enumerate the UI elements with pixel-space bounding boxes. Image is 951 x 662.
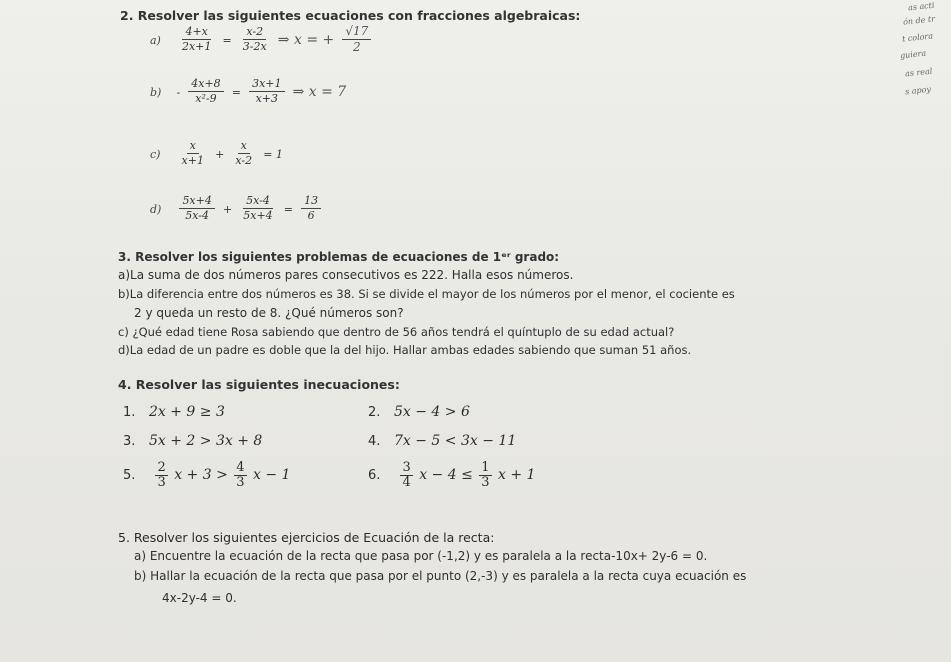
problem-3b-continued: 2 y queda un resto de 8. ¿Qué números son? — [134, 306, 404, 320]
problem-3b: b)La diferencia entre dos números es 38. Si se divide el mayor de los números por el menor, el cociente es — [118, 287, 735, 301]
handwritten-answer: ⇒ x = 7 — [292, 84, 347, 101]
exercise-5b: b) Hallar la ecuación de la recta que pasa por el punto (2,-3) y es paralela a la recta cuya ecuación es — [134, 569, 747, 583]
equation-2c: c) $\frac{x}{x+1}$ + $\frac{x}{x-2}$ = 1 — [150, 139, 283, 168]
equation-2d: d) $\frac{5x+4}{5x-4}$ + $\frac{5x-4}{5x+4}$ = $\frac{13}{6}$ — [150, 195, 324, 222]
fraction: $\frac{x-2}{3-2x}$ — [242, 25, 267, 54]
exercise-5a: a) Encuentre la ecuación de la recta que pasa por (-1,2) y es paralela a la recta-10x+ 2y-6 = 0. — [134, 549, 708, 563]
fraction: $\frac{1}{3}$ — [481, 460, 490, 490]
margin-note: as real — [904, 66, 933, 79]
margin-note: guiera — [899, 48, 927, 61]
fraction: $\frac{5x+4}{5x-4}$ — [179, 195, 214, 222]
margin-note: s apoy — [904, 84, 932, 97]
fraction: $\frac{4x+8}{\text{x²-9}}$ — [188, 78, 223, 105]
equation-label: c) — [150, 148, 161, 162]
equation-2a: a) $\frac{4+x}{2x+1}$ = $\frac{x-2}{3-2x}$ ⇒ x = + $\frac{√17}{2}$ — [150, 25, 374, 54]
inequality-5: 5. $\frac{2}{3}$ x + 3 > $\frac{4}{3}$ x − 1 — [123, 460, 291, 490]
equation-label: a) — [150, 34, 161, 48]
fraction: $\frac{x}{x-2}$ — [235, 139, 253, 168]
equation-label: d) — [150, 203, 162, 217]
problem-3d: d)La edad de un padre es doble que la del hijo. Hallar ambas edades sabiendo que suman 51 años. — [118, 343, 692, 357]
handwritten-answer: ⇒ x = + — [277, 32, 335, 49]
fraction: $\frac{13}{6}$ — [301, 195, 321, 222]
inequality-2: 2. 5x − 4 > 6 — [368, 404, 470, 420]
inequality-4: 4. 7x − 5 < 3x − 11 — [368, 433, 517, 449]
fraction: $\frac{2}{3}$ — [157, 460, 166, 490]
margin-note: t colora — [901, 31, 934, 44]
problem-3a: a)La suma de dos números pares consecutivos es 222. Halla esos números. — [118, 268, 574, 282]
equation-label: b) — [150, 86, 162, 100]
fraction: $\frac{4+x}{2x+1}$ — [181, 25, 212, 54]
problem-3c: c) ¿Qué edad tiene Rosa sabiendo que dentro de 56 años tendrá el quíntuplo de su edad actual? — [118, 325, 675, 339]
margin-note: as acti — [907, 0, 935, 13]
margin-note: ón de tr — [902, 14, 936, 27]
equation-2b: b) - $\frac{4x+8}{\text{x²-9}}$ = $\frac{3x+1}{x+3}$ ⇒ x = 7 — [150, 77, 347, 106]
section-4-title: 4. Resolver las siguientes inecuaciones: — [118, 377, 400, 392]
exercise-5b-equation: 4x-2y-4 = 0. — [162, 591, 237, 605]
handwritten-root: $\frac{√17}{2}$ — [342, 25, 371, 54]
inequality-3: 3. 5x + 2 > 3x + 8 — [123, 433, 263, 449]
section-5-title: 5. Resolver los siguientes ejercicios de Ecuación de la recta: — [118, 530, 495, 545]
fraction: $\frac{3x+1}{x+3}$ — [249, 78, 284, 105]
fraction: $\frac{4}{3}$ — [236, 460, 245, 490]
section-2-title: 2. Resolver las siguientes ecuaciones con fracciones algebraicas: — [120, 8, 581, 23]
fraction: $\frac{5x-4}{5x+4}$ — [243, 194, 273, 223]
fraction: $\frac{x}{x+1}$ — [181, 139, 204, 168]
inequality-1: 1. 2x + 9 ≥ 3 — [123, 404, 225, 420]
inequality-6: 6. $\frac{3}{4}$ x − 4 ≤ $\frac{1}{3}$ x + 1 — [368, 460, 536, 490]
section-3-title: 3. Resolver los siguientes problemas de ecuaciones de 1ᵉʳ grado: — [118, 250, 560, 264]
fraction: $\frac{3}{4}$ — [402, 460, 411, 490]
